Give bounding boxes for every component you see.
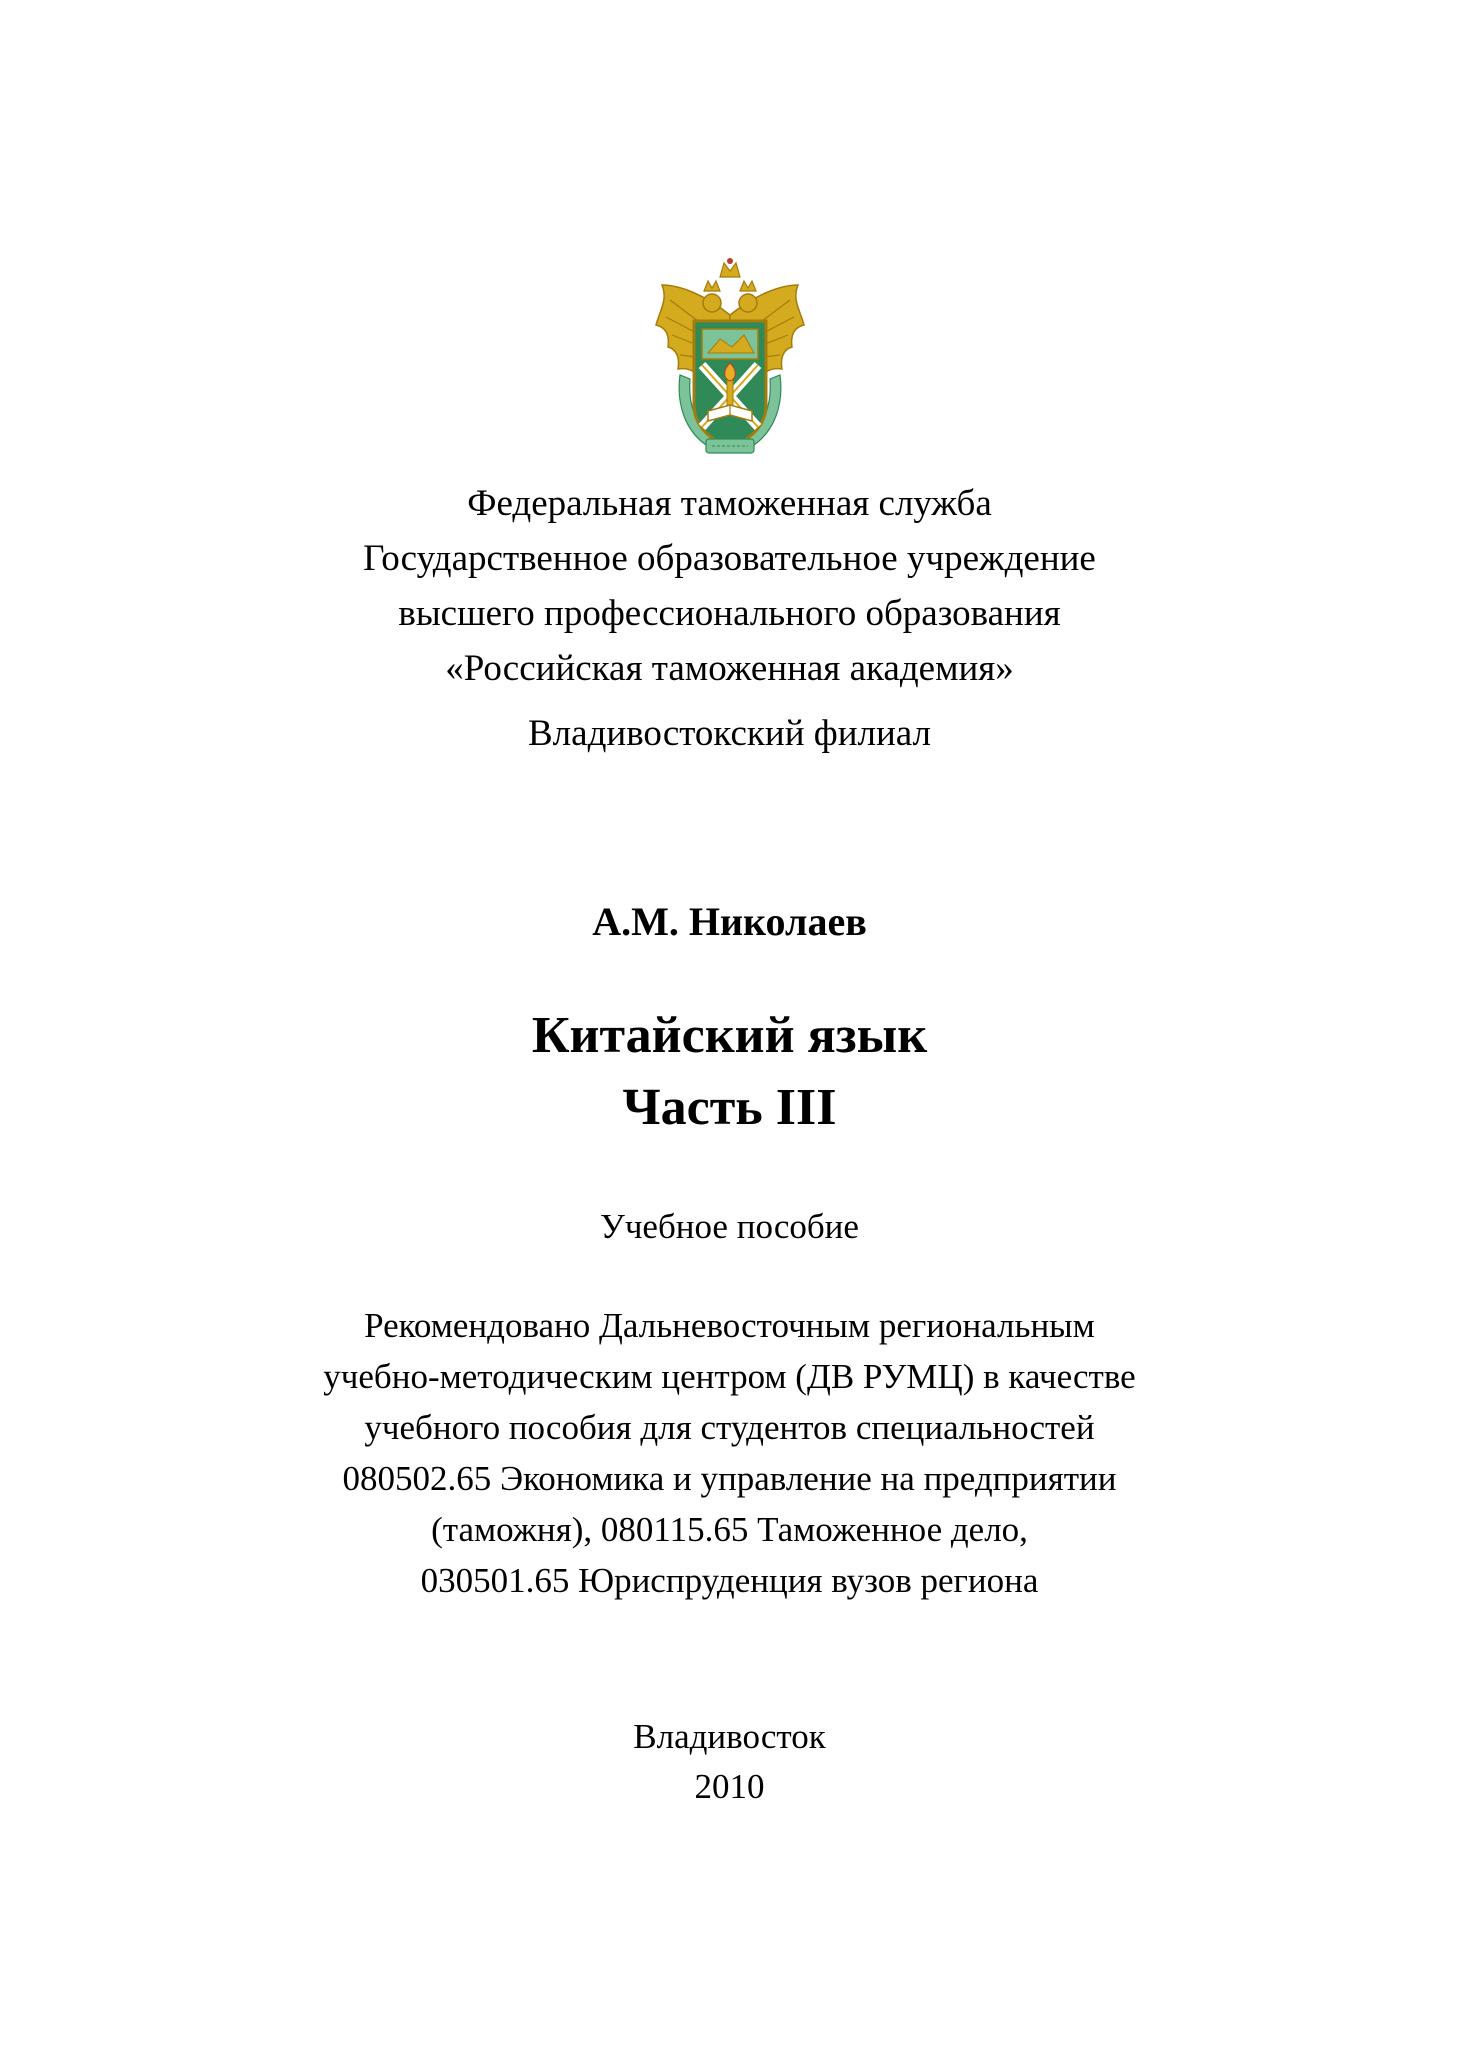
recommendation-line: учебного пособия для студентов специальностей <box>364 1408 1095 1447</box>
recommendation-line: Рекомендовано Дальневосточным региональным <box>364 1306 1095 1345</box>
book-title <box>0 1000 1459 1144</box>
organization-header <box>0 476 1459 696</box>
branch-name: Владивостокский филиал <box>528 713 931 754</box>
recommendation-text <box>0 1300 1459 1606</box>
author-name: А.М. Николаев <box>592 899 867 944</box>
title-line-1: Китайский язык <box>531 1007 928 1064</box>
title-line-2: Часть III <box>622 1079 837 1136</box>
customs-academy-emblem-icon <box>650 255 810 465</box>
recommendation-line: (таможня), 080115.65 Таможенное дело, <box>431 1510 1028 1549</box>
recommendation-line: 030501.65 Юриспруденция вузов региона <box>420 1561 1039 1600</box>
org-line: Государственное образовательное учреждение <box>363 538 1096 579</box>
recommendation-line: 080502.65 Экономика и управление на предприятии <box>342 1459 1117 1498</box>
publication-city: Владивосток <box>633 1717 826 1756</box>
document-type: Учебное пособие <box>600 1207 859 1246</box>
publication-year: 2010 <box>694 1767 765 1806</box>
org-line: «Российская таможенная академия» <box>445 648 1014 689</box>
recommendation-line: учебно-методическим центром (ДВ РУМЦ) в качестве <box>323 1357 1136 1396</box>
org-line: высшего профессионального образования <box>398 593 1061 634</box>
org-line: Федеральная таможенная служба <box>467 483 992 524</box>
